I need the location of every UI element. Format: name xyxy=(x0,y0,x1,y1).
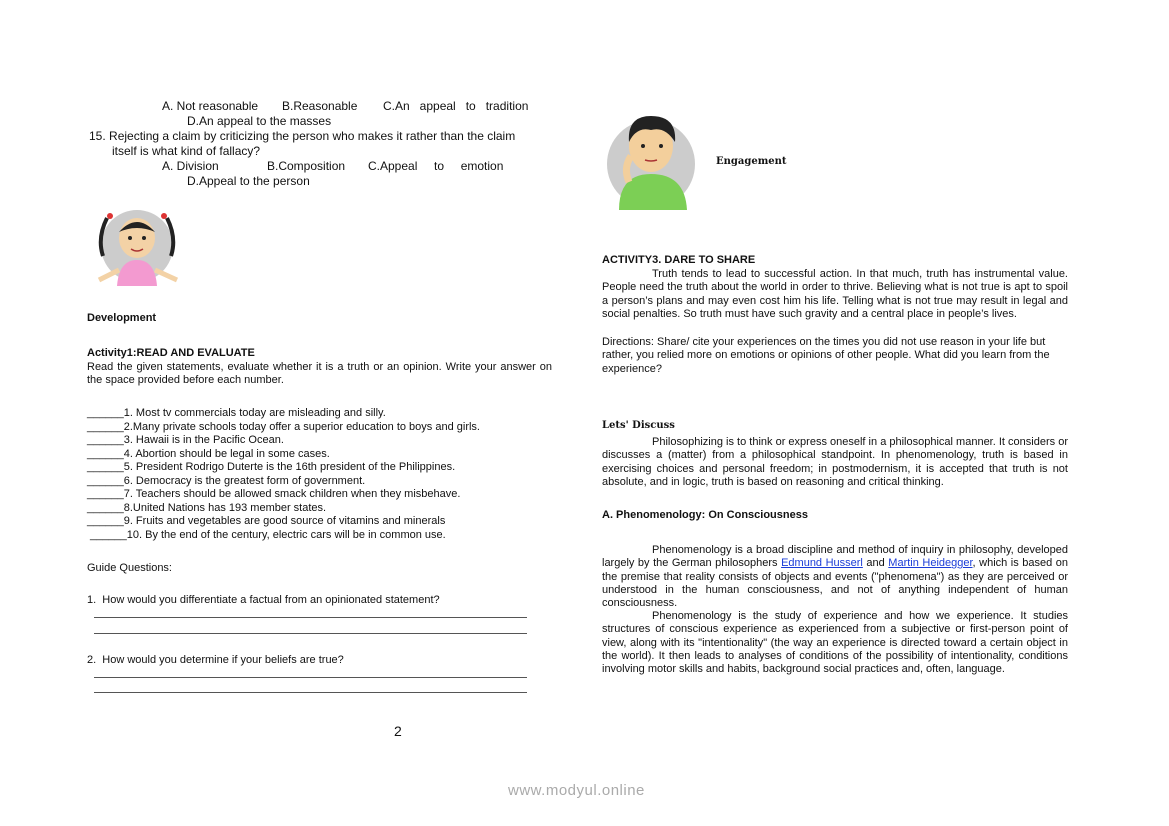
guide-question-2: 2. How would you determine if your beliefs are true? xyxy=(87,654,344,666)
statement-item: ______6. Democracy is the greatest form of government. xyxy=(87,474,366,487)
edmund-husserl-link[interactable]: Edmund Husserl xyxy=(781,557,863,570)
phenomenology-title: A. Phenomenology: On Consciousness xyxy=(602,509,808,521)
girl-illustration xyxy=(93,208,185,288)
statement-item: ______8.United Nations has 193 member states. xyxy=(87,501,327,514)
q14-option-b: B.Reasonable xyxy=(282,99,358,113)
statement-item: ______3. Hawaii is in the Pacific Ocean. xyxy=(87,434,284,446)
q15-option-b: B.Composition xyxy=(267,159,346,173)
q15-number: 15. xyxy=(89,129,106,143)
statement-item: ______9. Fruits and vegetables are good source of vitamins and minerals xyxy=(87,515,446,527)
development-heading: Development xyxy=(87,312,157,324)
q15-text-2: itself is what kind of fallacy? xyxy=(112,144,261,158)
boy-illustration xyxy=(605,112,701,210)
activity3-paragraph: Truth tends to lead to successful action. In that much, truth has instrumental value. People need the truth about the world in order to thrive. Believing what is not true is apt to spoil a person’s plans and may even cost him his life. Telling what is not true may result in legal and social penalties. So truth must have such gravity and a central place in people’s lives. xyxy=(602,268,1068,320)
discuss-paragraph: Philosophizing is to think or express oneself in a philosophical manner. It considers or discusses a (matter) from a philosophical standpoint. In phenomenology, truth is based in exercising choices and personal freedom; in postmodernism, it is accepted that truth is not absolute, and in logic, truth is based on reasoning and critical thinking. xyxy=(602,436,1068,488)
phenomenology-paragraph-2: Phenomenology is the study of experience and how we experience. It studies structures of conscious experience as experienced from a subjective or first-person point of view, along with its "intentionality" (the way an experience is directed toward a certain object in the world). It then leads to analyses of conditions of the possibility of intentionality, conditions involving motor skills and habits, background social practices and, often, language. xyxy=(602,610,1068,676)
answer-line xyxy=(94,617,527,618)
q14-options xyxy=(162,99,542,129)
statement-item: ______2.Many private schools today offer a superior education to boys and girls. xyxy=(87,420,480,433)
activity3-title: ACTIVITY3. DARE TO SHARE xyxy=(602,254,756,266)
answer-line xyxy=(94,677,527,678)
statement-item: ______10. By the end of the century, electric cars will be in common use. xyxy=(87,528,446,541)
activity1-instructions: Read the given statements, evaluate whether it is a truth or an opinion. Write your answer on the space provided before each number. xyxy=(87,361,552,387)
guide-questions-title: Guide Questions: xyxy=(87,562,172,574)
page-number: 2 xyxy=(394,723,402,739)
q15-option-c: C.Appeal to emotion xyxy=(368,159,504,173)
statement-list xyxy=(87,407,557,542)
q14-option-d: D.An appeal to the masses xyxy=(187,114,332,128)
activity3-directions: Directions: Share/ cite your experiences on the times you did not use reason in your life but rather, you relied more on emotions or opinions of other people. What did you learn from the experience? xyxy=(602,336,1050,375)
p1-text: , which is based on the premise that reality consists of objects and events ("phenomena") as they are perceived or understood in the human consciousness, and not of anything independent of human consciousness. xyxy=(602,557,1068,610)
answer-line xyxy=(94,692,527,693)
footer-watermark: www.modyul.online xyxy=(508,782,645,799)
statement-item: ______1. Most tv commercials today are misleading and silly. xyxy=(87,407,386,419)
engagement-heading: Engagement xyxy=(716,156,787,167)
statement-item: ______5. President Rodrigo Duterte is the 16th president of the Philippines. xyxy=(87,461,456,473)
phenomenology-paragraph-1 xyxy=(602,544,1068,610)
question-15 xyxy=(89,129,554,189)
guide-question-1: 1. How would you differentiate a factual from an opinionated statement? xyxy=(87,594,440,606)
statement-item: ______7. Teachers should be allowed smack children when they misbehave. xyxy=(87,488,461,500)
q15-option-d: D.Appeal to the person xyxy=(187,174,310,188)
statement-item: ______4. Abortion should be legal in some cases. xyxy=(87,447,330,460)
p1-text: and xyxy=(862,557,889,570)
martin-heidegger-link[interactable]: Martin Heidegger xyxy=(888,557,973,570)
q14-option-c: C.An appeal to tradition xyxy=(383,99,529,113)
q15-text: Rejecting a claim by criticizing the person who makes it rather than the claim xyxy=(109,129,516,143)
lets-discuss-heading: Lets' Discuss xyxy=(602,420,675,431)
q15-option-a: A. Division xyxy=(162,159,219,173)
q14-option-a: A. Not reasonable xyxy=(162,99,259,113)
p1-text: Phenomenology is a broad discipline and method of inquiry in philosophy, developed largely by the German philosophers xyxy=(602,544,1068,570)
activity1-title: Activity1:READ AND EVALUATE xyxy=(87,347,255,359)
answer-line xyxy=(94,633,527,634)
